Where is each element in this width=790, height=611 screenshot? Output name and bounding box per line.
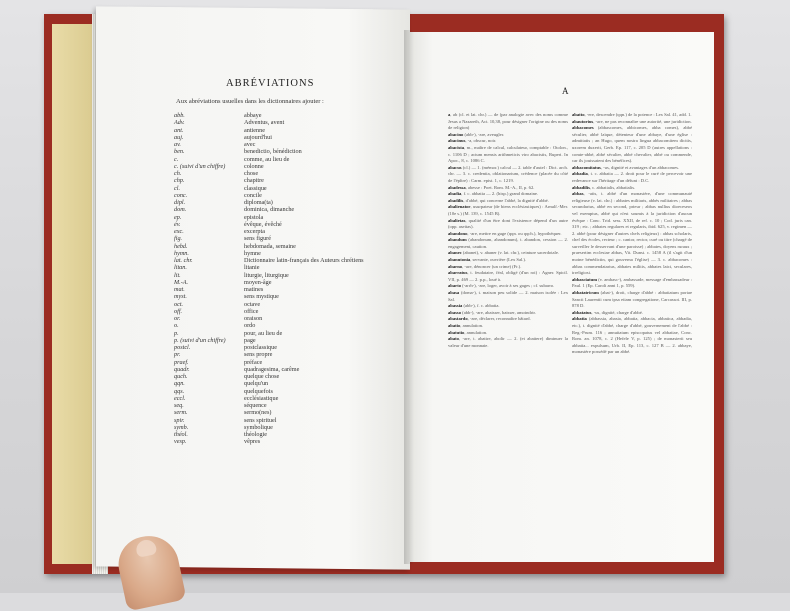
abbreviation-meaning: oraison [244,315,263,322]
abbreviation-meaning: quelquefois [244,387,273,395]
abbreviation-meaning: aujourd'hui [244,133,272,141]
abbreviation-row [174,119,364,126]
abbreviation-row [174,359,364,366]
abbreviation-row [174,330,364,337]
abbreviation-key: seq. [174,402,184,409]
dictionary-entry: abbatia (abbassia, abasia, abbatia, abbacia, abbatica, abbadia, etc.), t. dignité d'abbé, charge d'abbé, gouvernement de l'abbé : Reg.-Prum. 116 ; annuitatum episcopatus vel abbatiae, Conc. Rom. an. 1078, c. 2 (Hefele V, p. 125) ; de monasterii seu abbatia... expulsum, Urb. II, Ep. 113, c. 127 B — 2. abbaye, monastère possédé par un abbé. [572,316,692,355]
abbreviation-meaning: colonne [244,162,264,170]
abbreviation-row [174,134,364,141]
abbreviation-row [174,206,364,213]
abbreviation-key: ch. [174,170,182,177]
abbreviation-key: exc. [174,228,184,235]
abbreviation-key: p. [174,329,179,337]
abbreviation-row [174,417,364,424]
dictionary-entry: abadessa, abesse : Poet. Rom. M.-A., II, p. 62. [448,184,535,190]
dictionary-entry: abarno, -are, dénoncer (un crime) (Fr.). [448,263,522,269]
abbreviation-key: symb. [174,423,189,431]
abbreviation-row [174,380,364,387]
abbreviation-meaning: quadragesima, carême [244,365,300,373]
dictionary-entry: abassia (abb-), f. c. abbatia. [448,303,500,309]
abbreviation-key: p. (suivi d'un chiffre) [174,336,226,344]
abbreviation-meaning: quelque chose [244,373,280,380]
abbreviation-key: pr. [174,351,181,359]
dictionary-entry: abanec (abanet), v. abaner (v. lat. chr.), ceinture sacerdotale. [448,250,560,256]
abbreviation-key: lit. [174,271,181,279]
abbreviation-key: hymn. [174,249,189,257]
abbreviation-row [174,395,364,402]
dictionary-entry: abalienator, usurpateur (de biens ecclésiastiques) : Arnulf.-Mer. (10e s.) (M. 139, c. 1545 B). [448,204,568,216]
dictionary-entry: abbacomes (abbascomes, abbicomes, abba comes), abbé séculier, abbé laïque, détenteur d'une abbaye, d'une église : admittatis ; an Hugo, quem nostra lingua abbacomitem dicitis, uxorem duxerit, Gerb. Ep. 117, c. 205 D (autres appellations : comte-abbé, abbé séculier, abbé chevalier, abbé ou commende, car ils jouissaient des bénéfices). [572,125,692,164]
dictionary-entry: abandono, -are, mettre en gage (qqn. ou qqch.), hypothéquer. [448,230,562,236]
abbreviation-row [174,177,364,184]
abbreviation-meaning: office [244,307,259,315]
abbreviation-key: eccl. [174,394,186,402]
dictionary-entry: abbas, -atis, t. abbé d'un monastère, d'une communauté religieuse (v. lat. chr.) : abbates militaris, abbés militaires ; abbas secundarius, abbé en second, prieur ; abbas nullius dioeceseos vel exemptus, abbé qui n'est soumis à la juridiction d'aucun évêque : Conc. Trid. sess. XXII, de ref. c. 10 ; Cod. juris can. 319 ; etc. ; abbates regulares et regularis, ibid. 625, v. regimen — 2. abbé (pour désigner d'autres chefs religieux) : abbas scholaris, chef des écoles, recteur ; c. cantor, rector, curé ou titre (chargé de surveiller le desservant d'une paroisse) ; abbates, doyens ruraux ; praesertim ecclesiae abbas, Vit. Dunst. c. 1458 A (il s'agit d'un moine bénédictin, qui gouverna l'église) — 3. c. abbacomes : abbas commendatarius, abbates militis, abbates laici, seculares, irreligiosi. [572,191,692,276]
abbreviation-row [174,351,364,358]
abbreviation-meaning: théologie [244,431,268,438]
abbreviation-row [174,301,364,308]
abbreviation-meaning: moyen-âge [244,278,272,286]
dictionary-entry: abasso (abb-), -are, abaisser, baisser, amoindrir. [448,309,536,315]
abbreviation-row [174,148,364,155]
abbreviation-row [174,388,364,395]
abbreviation-row [174,344,364,351]
abbreviation-key: Adv. [174,119,185,127]
abbreviation-row [174,279,364,286]
abbreviation-meaning: sens mystique [244,293,279,301]
dictionary-entry: abautorius, -are, ne pas reconnaître une autorité, une juridiction. [572,118,692,124]
abbreviation-meaning: hebdomada, semaine [244,242,296,250]
abbreviation-meaning: évêque, évêché [244,220,282,228]
abbreviation-meaning: sens propre [244,351,273,359]
abbreviation-row [174,163,364,170]
abbreviation-key: c. [174,155,179,163]
abbreviation-row [174,264,364,271]
abbreviation-meaning: benedictio, bénédiction [244,148,302,156]
dictionary-entry: abacista, m., maître de calcul, calculateur, comptable : Otolon., c. 1106 D ; actum mensis arithmeticis viro abacistis, Ruperi. In Apoc., 8, c. 1086 C. [448,144,568,164]
abbreviation-key: év. [174,220,181,228]
abbreviation-meaning: matines [244,286,264,293]
abbreviation-row [174,127,364,134]
dictionary-entry: abatto, -ere, descendre (qqn.) de la potence : Lex Sal. 41, add. 1. [572,112,692,117]
abbreviation-row [174,156,364,163]
abbreviation-row [174,438,364,445]
abbreviation-meaning: excerpta [244,228,265,235]
abbreviation-key: chp. [174,177,185,185]
dictionary-entry: abbadia, t. c. abbatia — 2. droit pour le curé de percevoir une redevance sur l'héritage d'un défunt : D.C. [572,171,692,183]
dictionary-entry: abarratus, t. feudataire, féal, obligé (d'un roi) : Agner. Spicil. VII, p. 469 — 2. p.p., loué à. [448,270,568,282]
abbreviation-key: ben. [174,148,185,156]
abbreviation-meaning: page [244,336,256,344]
abbreviation-row [174,293,364,300]
abbreviation-key: lat. chr. [174,257,193,264]
abbreviation-row [174,402,364,409]
abbreviation-key: vesp. [174,438,187,446]
dictionary-entry: abacinus, -a, obscur, noir. [448,138,497,144]
abbreviation-key: or. [174,315,181,322]
dictionary-entry: abbasciatum (v. ambasc-), ambassade, message d'embassadeur : Paul. 1 (Ep. Caroli anni 1, p. 559). [572,276,692,289]
abbreviation-key: spir. [174,416,185,424]
abbreviation-row [174,409,364,416]
abbreviation-row [174,141,364,148]
abbreviation-key: qqn. [174,380,185,388]
abbreviation-row [174,315,364,322]
abbreviation-meaning: Dictionnaire latin-français des Auteurs chrétiens [244,257,364,264]
abbreviation-key: ant. [174,126,184,134]
abbreviation-row [174,185,364,192]
dictionary-entry: abadilis, d'abbé, qui concerne l'abbé, la dignité d'abbé. [448,197,549,203]
book-gutter-shadow [404,30,414,564]
abbreviation-key: off. [174,307,183,315]
abbreviation-row [174,366,364,373]
abbreviation-key: quadr. [174,365,190,373]
abbreviation-key: dom. [174,206,187,214]
abbreviation-row [174,272,364,279]
abbreviation-key: o. [174,322,179,330]
abbreviation-row [174,424,364,431]
abbreviation-meaning: vêpres [244,438,261,446]
abbreviation-row [174,199,364,206]
abbreviation-key: postcl. [174,344,191,351]
abbreviation-meaning: litanie [244,264,260,272]
abbreviation-key: qqs. [174,387,185,395]
abbreviation-row [174,112,364,119]
abbreviation-meaning: hymne [244,249,261,257]
dictionary-entry: abacino (abb-), -are, aveugler. [448,131,505,137]
abbreviation-row [174,170,364,177]
dictionary-entry: abbacomitatus, -us, dignité et avantages d'un abbacomes. [572,164,680,170]
abbreviation-meaning: sens spirituel [244,416,277,424]
abbreviation-row [174,192,364,199]
dictionary-entry: abastardo, -are, déclarer, reconnaître bâtard. [448,316,531,322]
section-letter: A [562,86,569,96]
abbreviation-meaning: symbolique [244,423,273,431]
dictionary-entry: abanutonia, servante, ouvrière (Lex Sal.). [448,257,527,263]
abbreviation-row [174,322,364,329]
abbreviation-row [174,228,364,235]
abbreviation-meaning: avec [244,141,256,148]
abbreviation-meaning: préface [244,358,263,366]
abbreviation-meaning: antienne [244,126,265,134]
abbreviation-key: abb. [174,112,185,119]
abbreviation-row [174,337,364,344]
dictionary-column-left [448,112,568,349]
abbreviation-key: hebd. [174,242,188,250]
dictionary-entry: a, ab (cl. et lat. chr.) — de (par analogie avec des noms comme Jesus a Nazareth, Act. 10,38, pour désigner l'origine ou des noms de religion) [448,112,568,131]
abbreviation-row [174,257,364,264]
dictionary-entry: abbatatricum (abat-), droit, charge d'abbé : abbatiatum portae Sancti Laurentii cum ipsa etiam congregatione, Carcassot. III, p. 878 D. [572,290,692,309]
abbreviation-meaning: sens figuré [244,235,271,243]
abbreviation-meaning: epistola [244,213,264,221]
abbreviation-row [174,221,364,228]
abbreviation-key: ep. [174,213,182,221]
abbreviation-meaning: ecclésiastique [244,394,279,402]
abbreviation-key: conc. [174,191,188,199]
abbreviation-meaning: octave [244,300,261,308]
abbreviation-meaning: quelqu'un [244,380,269,388]
abbreviation-key: M.-A. [174,278,189,286]
abbreviation-row [174,286,364,293]
abbreviation-key: serm. [174,409,188,417]
abbreviation-meaning: postclassique [244,344,277,351]
dictionary-entry: abacus (cl.) — 1. (mémor.) calcul — 2. table d'autel : Dict. arch. chr. — 3. c. credentia, oblationarium, crédence (placée du côté de l'épître) : Carm. epist. 1, c. 1219. [448,164,568,183]
abbreviation-row [174,431,364,438]
dictionary-column-right [572,112,692,356]
abbreviation-meaning: liturgie, liturgique [244,271,289,279]
abbreviation-key: auj. [174,133,184,141]
abbreviation-meaning: séquence [244,402,267,409]
abbreviation-meaning: chapitre [244,177,264,185]
abbreviation-meaning: sermo(nes) [244,409,272,417]
dictionary-entry: abatio, annulation. [448,323,484,328]
abbreviation-row [174,250,364,257]
abbreviation-key: oct. [174,300,184,308]
abbreviation-row [174,308,364,315]
abbreviation-key: myst. [174,293,187,301]
abbreviation-meaning: chose [244,170,259,177]
abbreviation-meaning: diploma(ta) [244,199,273,206]
abbreviation-meaning: abbaye [244,112,262,119]
dictionary-entry: abato, -are, t. abattre, abolir — 2. (et abattere) diminuer la valeur d'une monnaie. [448,336,568,348]
abbreviations-intro: Aux abréviations usuelles dans les dictionnaires ajouter : [176,98,324,105]
abbreviation-key: cl. [174,184,181,192]
dictionary-entry: abasa (doma-), t. maison peu solide — 2. maison isolée : Lex Sal. [448,290,568,302]
dictionary-entry: abatutio, annulation. [448,329,488,335]
dictionary-entry: abandum (abandonum, abandonum), t. abandon, cession — 2. engagement, caution. [448,237,568,249]
dictionary-entry: abalietas, qualité d'un être dont l'existence dépend d'un autre (opp. aseitas). [448,217,568,230]
abbreviations-title: ABRÉVIATIONS [226,78,315,89]
abbreviation-key: c. (suivi d'un chiffre) [174,162,226,170]
abbreviation-meaning: Adventus, avent [244,119,285,127]
dictionary-entry: abbadilis, c. abbatialis, abbatialis. [572,184,636,190]
abbreviation-row [174,243,364,250]
abbreviation-key: praef. [174,358,189,366]
abbreviation-key: quch. [174,373,188,380]
abbreviation-meaning: concile [244,191,262,199]
abbreviations-list [174,112,364,446]
abbreviation-key: litan. [174,264,187,272]
abbreviation-key: fig. [174,235,183,243]
abbreviation-row [174,373,364,380]
abbreviation-key: mat. [174,286,185,293]
dictionary-entry: abarto (-arrh-), -are, loger, avoir à ses gages ; cf. subarro. [448,283,555,289]
abbreviation-row [174,214,364,221]
abbreviation-meaning: classique [244,184,267,192]
abbreviation-key: dipl. [174,199,186,206]
abbreviation-meaning: dominica, dimanche [244,206,295,214]
abbreviation-key: av. [174,141,181,148]
dictionary-entry: abbatatus, -us, dignité, charge d'abbé. [572,309,643,315]
abbreviation-meaning: comme, au lieu de [244,155,290,163]
abbreviation-meaning: ordo [244,322,256,330]
abbreviation-meaning: pour, au lieu de [244,329,283,337]
dictionary-entry: abadia, f. c. abbatia — 2. (hisp.) grand domaine. [448,191,539,197]
abbreviation-key: théol. [174,431,188,438]
abbreviation-row [174,235,364,242]
